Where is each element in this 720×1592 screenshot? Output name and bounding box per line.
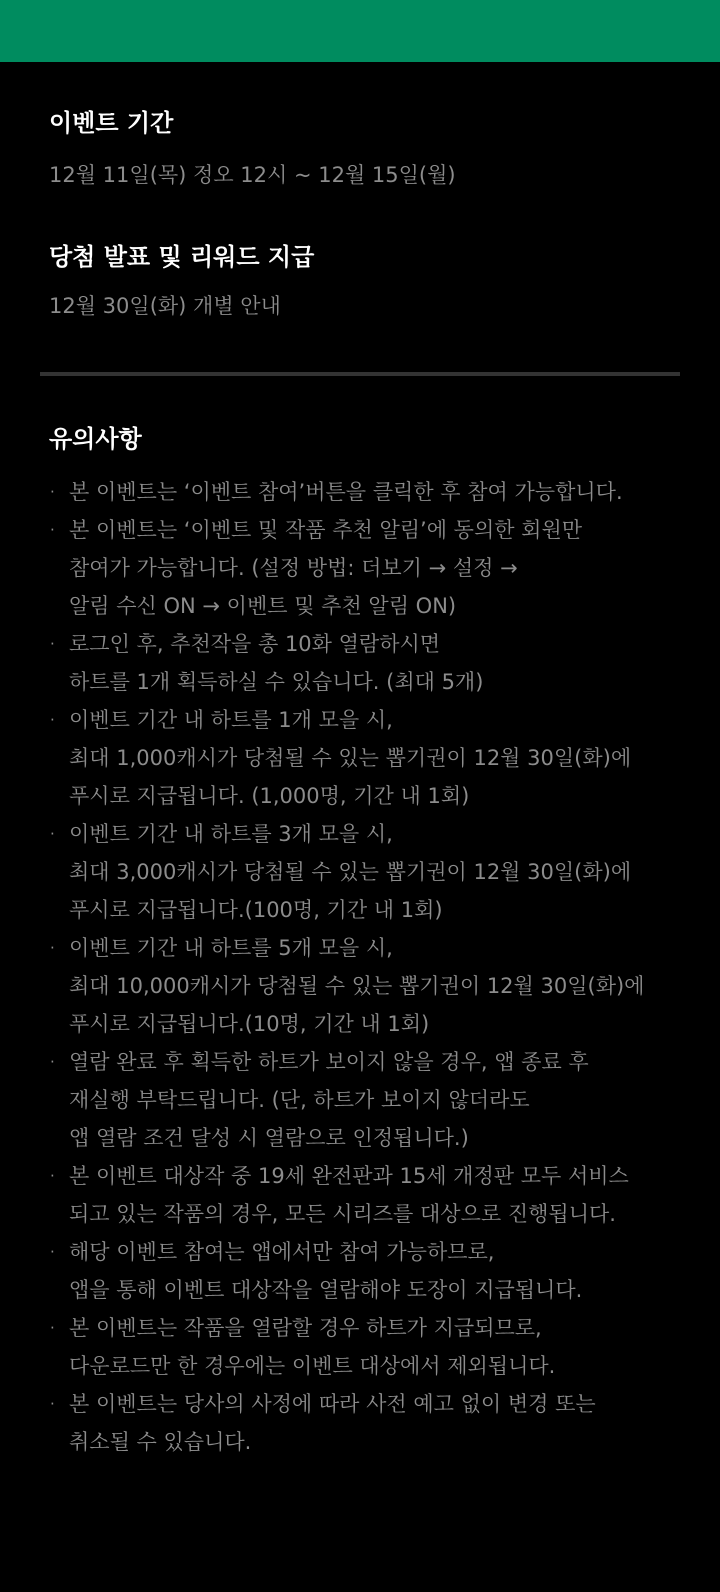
note-line: 해당 이벤트 참여는 앱에서만 참여 가능하므로,	[69, 1240, 495, 1264]
note-line: 다운로드만 한 경우에는 이벤트 대상에서 제외됩니다.	[69, 1354, 556, 1378]
top-header-bar	[0, 0, 720, 62]
note-line: 로그인 후, 추천작을 총 10화 열람하시면	[69, 632, 441, 656]
note-item	[49, 1385, 709, 1461]
note-item	[49, 1157, 709, 1233]
note-item	[49, 625, 709, 701]
note-line: 본 이벤트는 작품을 열람할 경우 하트가 지급되므로,	[69, 1316, 542, 1340]
note-line: 하트를 1개 획득하실 수 있습니다. (최대 5개)	[69, 670, 484, 694]
note-item	[49, 701, 709, 815]
note-line: 앱을 통해 이벤트 대상작을 열람해야 도장이 지급됩니다.	[69, 1278, 583, 1302]
event-period-value: 12월 11일(목) 정오 12시 ~ 12월 15일(월)	[49, 163, 456, 187]
note-item	[49, 473, 709, 511]
bullet-dot: ·	[50, 1167, 55, 1185]
note-line: 앱 열람 조건 달성 시 열람으로 인정됩니다.)	[69, 1126, 469, 1150]
bullet-dot: ·	[50, 635, 55, 653]
bullet-dot: ·	[50, 1319, 55, 1337]
note-line: 푸시로 지급됩니다.(100명, 기간 내 1회)	[69, 898, 443, 922]
notes-title: 유의사항	[49, 425, 142, 453]
note-line: 최대 10,000캐시가 당첨될 수 있는 뽑기권이 12월 30일(화)에	[69, 974, 645, 998]
note-line: 본 이벤트는 당사의 사정에 따라 사전 예고 없이 변경 또는	[69, 1392, 596, 1416]
bullet-dot: ·	[50, 1053, 55, 1071]
notes-list	[49, 473, 709, 1461]
announcement-title: 당첨 발표 및 리워드 지급	[49, 243, 315, 271]
bullet-dot: ·	[50, 483, 55, 501]
section-divider	[40, 372, 680, 376]
event-period-title: 이벤트 기간	[49, 109, 174, 137]
note-line: 이벤트 기간 내 하트를 5개 모을 시,	[69, 936, 393, 960]
bullet-dot: ·	[50, 521, 55, 539]
event-period-section	[49, 108, 689, 189]
note-item	[49, 1233, 709, 1309]
note-line: 본 이벤트는 ‘이벤트 참여’버튼을 클릭한 후 참여 가능합니다.	[69, 480, 623, 504]
note-line: 최대 1,000캐시가 당첨될 수 있는 뽑기권이 12월 30일(화)에	[69, 746, 632, 770]
note-line: 이벤트 기간 내 하트를 1개 모을 시,	[69, 708, 393, 732]
note-item	[49, 929, 709, 1043]
note-line: 취소될 수 있습니다.	[69, 1430, 252, 1454]
note-line: 푸시로 지급됩니다. (1,000명, 기간 내 1회)	[69, 784, 470, 808]
note-line: 본 이벤트는 ‘이벤트 및 작품 추천 알림’에 동의한 회원만	[69, 518, 583, 542]
bullet-dot: ·	[50, 939, 55, 957]
note-line: 본 이벤트 대상작 중 19세 완전판과 15세 개정판 모두 서비스	[69, 1164, 629, 1188]
note-item	[49, 1309, 709, 1385]
note-item	[49, 511, 709, 625]
note-line: 열람 완료 후 획득한 하트가 보이지 않을 경우, 앱 종료 후	[69, 1050, 589, 1074]
note-line: 되고 있는 작품의 경우, 모든 시리즈를 대상으로 진행됩니다.	[69, 1202, 616, 1226]
note-line: 푸시로 지급됩니다.(10명, 기간 내 1회)	[69, 1012, 430, 1036]
note-line: 참여가 가능합니다. (설정 방법: 더보기 → 설정 →	[69, 556, 518, 580]
note-line: 알림 수신 ON → 이벤트 및 추천 알림 ON)	[69, 594, 457, 618]
note-item	[49, 815, 709, 929]
note-line: 재실행 부탁드립니다. (단, 하트가 보이지 않더라도	[69, 1088, 530, 1112]
bullet-dot: ·	[50, 825, 55, 843]
note-line: 이벤트 기간 내 하트를 3개 모을 시,	[69, 822, 393, 846]
bullet-dot: ·	[50, 1395, 55, 1413]
announcement-value: 12월 30일(화) 개별 안내	[49, 294, 281, 318]
announcement-section	[49, 242, 689, 320]
note-line: 최대 3,000캐시가 당첨될 수 있는 뽑기권이 12월 30일(화)에	[69, 860, 632, 884]
note-item	[49, 1043, 709, 1157]
bullet-dot: ·	[50, 711, 55, 729]
bullet-dot: ·	[50, 1243, 55, 1261]
